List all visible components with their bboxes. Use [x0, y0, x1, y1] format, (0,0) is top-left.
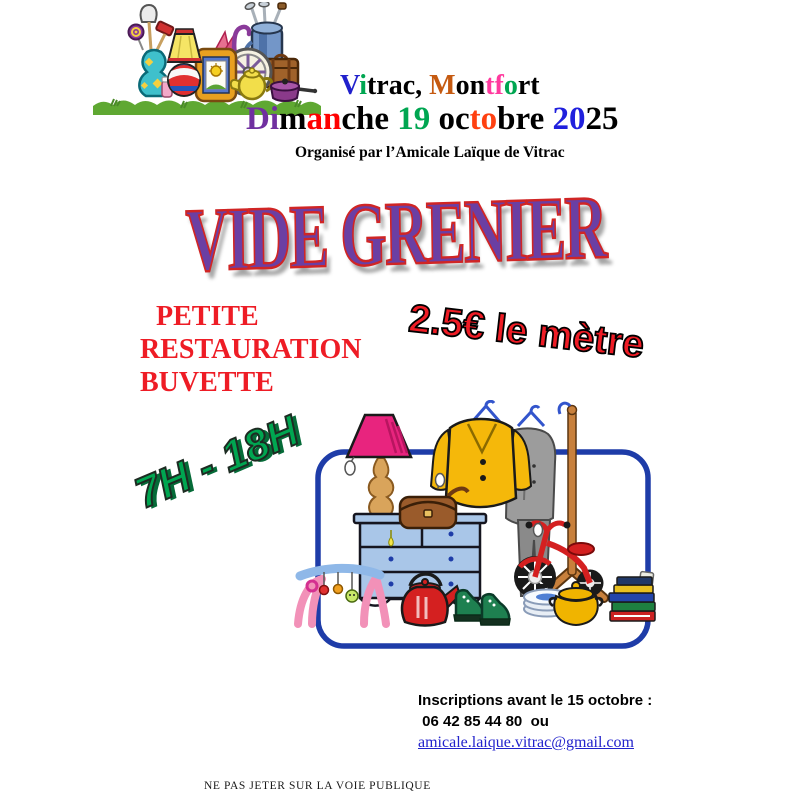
bric-a-brac-clipart-icon — [93, 2, 321, 116]
side-note-line: RESTAURATION — [140, 334, 362, 365]
side-note-line: BUVETTE — [140, 367, 274, 398]
vase-with-tools-icon — [129, 5, 174, 97]
organizer-line: Organisé par l’Amicale Laïque de Vitrac — [295, 144, 565, 161]
yellow-jacket-icon — [431, 419, 531, 507]
footer-note: NE PAS JETER SUR LA VOIE PUBLIQUE — [204, 780, 431, 792]
side-note — [140, 300, 361, 399]
price-banner: 2.5€ le mètre — [406, 297, 647, 367]
registration-deadline: Inscriptions avant le 15 octobre : — [418, 692, 653, 709]
registration-phone: 06 42 85 44 80 ou — [418, 713, 549, 730]
registration-block — [418, 690, 652, 752]
registration-email-link[interactable]: amicale.laique.vitrac@gmail.com — [418, 734, 634, 751]
flea-market-illustration — [288, 400, 660, 666]
location-line: Vitrac, Montfort — [340, 70, 540, 101]
hours-banner: 7H - 18H — [128, 406, 306, 519]
picture-frame-icon — [196, 49, 236, 101]
small-lamp-icon — [166, 29, 202, 96]
date-line: Dimanche 19 octobre 2025 — [246, 101, 619, 137]
side-note-line: PETITE — [156, 301, 259, 332]
purple-pot-icon — [271, 79, 317, 102]
main-title: VIDE GRENIER — [185, 177, 607, 292]
